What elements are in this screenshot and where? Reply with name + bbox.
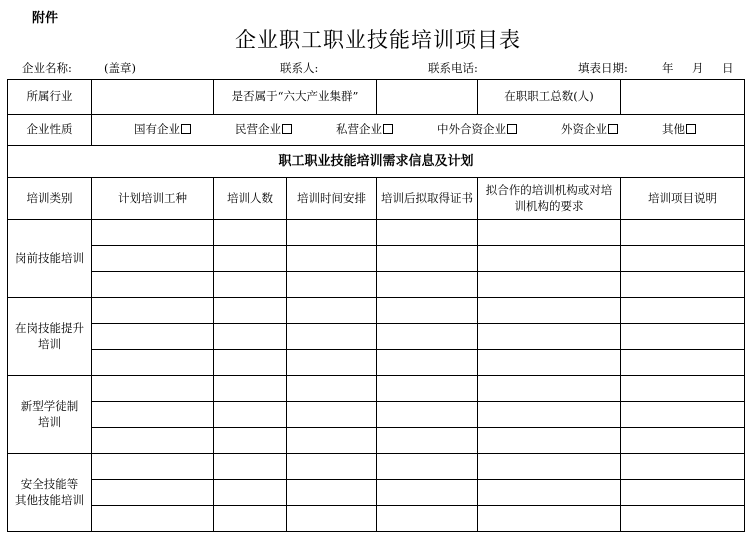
cell-input[interactable] <box>287 402 377 428</box>
cell-input[interactable] <box>214 324 287 350</box>
phone-label: 联系电话: <box>428 61 478 75</box>
table-row <box>8 220 745 246</box>
cell-input[interactable] <box>377 376 478 402</box>
cell-input[interactable] <box>214 480 287 506</box>
cell-input[interactable] <box>621 324 745 350</box>
cell-input[interactable] <box>214 428 287 454</box>
cell-input[interactable] <box>287 220 377 246</box>
contact-label: 联系人: <box>280 61 319 75</box>
month-label: 月 <box>692 61 704 75</box>
cell-input[interactable] <box>621 428 745 454</box>
cell-input[interactable] <box>621 506 745 532</box>
cell-input[interactable] <box>478 298 621 324</box>
day-label: 日 <box>722 61 734 75</box>
checkbox-icon[interactable] <box>181 124 191 134</box>
fill-date-label: 填表日期: <box>578 61 628 75</box>
cell-input[interactable] <box>621 298 745 324</box>
cell-input[interactable] <box>287 272 377 298</box>
staff-total-field[interactable] <box>621 80 745 115</box>
cell-input[interactable] <box>478 402 621 428</box>
cell-input[interactable] <box>621 350 745 376</box>
col-header-institution: 拟合作的培训机构或对培 训机构的要求 <box>478 178 621 220</box>
section-title: 职工职业技能培训需求信息及计划 <box>8 146 745 178</box>
category-label-apprentice: 新型学徒制 培训 <box>8 376 92 454</box>
cell-input[interactable] <box>92 220 214 246</box>
cell-input[interactable] <box>478 376 621 402</box>
cell-input[interactable] <box>478 506 621 532</box>
cell-input[interactable] <box>377 480 478 506</box>
table-row <box>8 454 745 480</box>
cell-input[interactable] <box>621 402 745 428</box>
year-label: 年 <box>662 61 674 75</box>
checkbox-icon[interactable] <box>383 124 393 134</box>
table-row <box>8 402 745 428</box>
cluster-label: 是否属于“六大产业集群” <box>214 80 377 115</box>
cell-input[interactable] <box>377 350 478 376</box>
cell-input[interactable] <box>377 506 478 532</box>
cell-input[interactable] <box>92 376 214 402</box>
cell-input[interactable] <box>92 298 214 324</box>
category-label-onjob: 在岗技能提升 培训 <box>8 298 92 376</box>
cell-input[interactable] <box>287 506 377 532</box>
category-label-safety: 安全技能等 其他技能培训 <box>8 454 92 532</box>
cell-input[interactable] <box>478 454 621 480</box>
nature-option-foreign[interactable]: 外资企业 <box>561 122 618 138</box>
cell-input[interactable] <box>377 402 478 428</box>
cell-input[interactable] <box>621 220 745 246</box>
col-header-job-type: 计划培训工种 <box>92 178 214 220</box>
cell-input[interactable] <box>214 376 287 402</box>
nature-option-state[interactable]: 国有企业 <box>134 122 191 138</box>
industry-field[interactable] <box>92 80 214 115</box>
nature-option-other[interactable]: 其他 <box>662 122 696 138</box>
cell-input[interactable] <box>621 480 745 506</box>
table-row <box>8 272 745 298</box>
cell-input[interactable] <box>92 246 214 272</box>
section-title-row <box>8 146 745 178</box>
col-header-certificate: 培训后拟取得证书 <box>377 178 478 220</box>
nature-row <box>8 115 745 146</box>
training-form-table <box>7 79 745 532</box>
cell-input[interactable] <box>287 428 377 454</box>
table-row <box>8 376 745 402</box>
table-row <box>8 324 745 350</box>
company-name-label: 企业名称: <box>22 61 72 75</box>
col-header-headcount: 培训人数 <box>214 178 287 220</box>
cell-input[interactable] <box>287 350 377 376</box>
checkbox-icon[interactable] <box>282 124 292 134</box>
cell-input[interactable] <box>478 220 621 246</box>
cell-input[interactable] <box>287 480 377 506</box>
cell-input[interactable] <box>478 324 621 350</box>
cell-input[interactable] <box>214 220 287 246</box>
cell-input[interactable] <box>621 246 745 272</box>
cell-input[interactable] <box>214 350 287 376</box>
cell-input[interactable] <box>287 376 377 402</box>
table-row <box>8 480 745 506</box>
nature-label: 企业性质 <box>8 115 92 146</box>
cell-input[interactable] <box>214 402 287 428</box>
cell-input[interactable] <box>92 454 214 480</box>
nature-options <box>92 115 745 146</box>
cell-input[interactable] <box>287 454 377 480</box>
nature-option-private-owned[interactable]: 民营企业 <box>235 122 292 138</box>
cell-input[interactable] <box>92 324 214 350</box>
table-row <box>8 506 745 532</box>
checkbox-icon[interactable] <box>608 124 618 134</box>
table-row <box>8 298 745 324</box>
cell-input[interactable] <box>214 246 287 272</box>
table-row <box>8 350 745 376</box>
cell-input[interactable] <box>92 272 214 298</box>
cell-input[interactable] <box>377 428 478 454</box>
col-header-description: 培训项目说明 <box>621 178 745 220</box>
cell-input[interactable] <box>377 220 478 246</box>
cell-input[interactable] <box>478 246 621 272</box>
cell-input[interactable] <box>478 272 621 298</box>
cell-input[interactable] <box>92 480 214 506</box>
nature-option-private[interactable]: 私营企业 <box>336 122 393 138</box>
cell-input[interactable] <box>92 350 214 376</box>
cell-input[interactable] <box>287 298 377 324</box>
cell-input[interactable] <box>377 246 478 272</box>
checkbox-icon[interactable] <box>507 124 517 134</box>
cell-input[interactable] <box>287 246 377 272</box>
category-label-prejob: 岗前技能培训 <box>8 220 92 298</box>
nature-option-joint-venture[interactable]: 中外合资企业 <box>437 122 517 138</box>
table-row <box>8 246 745 272</box>
cell-input[interactable] <box>287 324 377 350</box>
cell-input[interactable] <box>214 454 287 480</box>
industry-label: 所属行业 <box>8 80 92 115</box>
cell-input[interactable] <box>214 298 287 324</box>
table-row <box>8 428 745 454</box>
cell-input[interactable] <box>214 506 287 532</box>
attachment-label: 附件 <box>32 11 59 26</box>
cell-input[interactable] <box>621 454 745 480</box>
cell-input[interactable] <box>92 428 214 454</box>
cell-input[interactable] <box>478 480 621 506</box>
seal-note: (盖章) <box>104 61 136 75</box>
cluster-field[interactable] <box>377 80 478 115</box>
checkbox-icon[interactable] <box>686 124 696 134</box>
cell-input[interactable] <box>377 454 478 480</box>
cell-input[interactable] <box>377 272 478 298</box>
cell-input[interactable] <box>478 350 621 376</box>
cell-input[interactable] <box>92 402 214 428</box>
cell-input[interactable] <box>377 298 478 324</box>
staff-total-label: 在职职工总数(人) <box>478 80 621 115</box>
industry-row <box>8 80 745 115</box>
cell-input[interactable] <box>214 272 287 298</box>
cell-input[interactable] <box>621 272 745 298</box>
column-header-row <box>8 178 745 220</box>
col-header-category: 培训类别 <box>8 178 92 220</box>
cell-input[interactable] <box>377 324 478 350</box>
form-title: 企业职工职业技能培训项目表 <box>235 28 521 52</box>
cell-input[interactable] <box>621 376 745 402</box>
col-header-schedule: 培训时间安排 <box>287 178 377 220</box>
cell-input[interactable] <box>478 428 621 454</box>
cell-input[interactable] <box>92 506 214 532</box>
